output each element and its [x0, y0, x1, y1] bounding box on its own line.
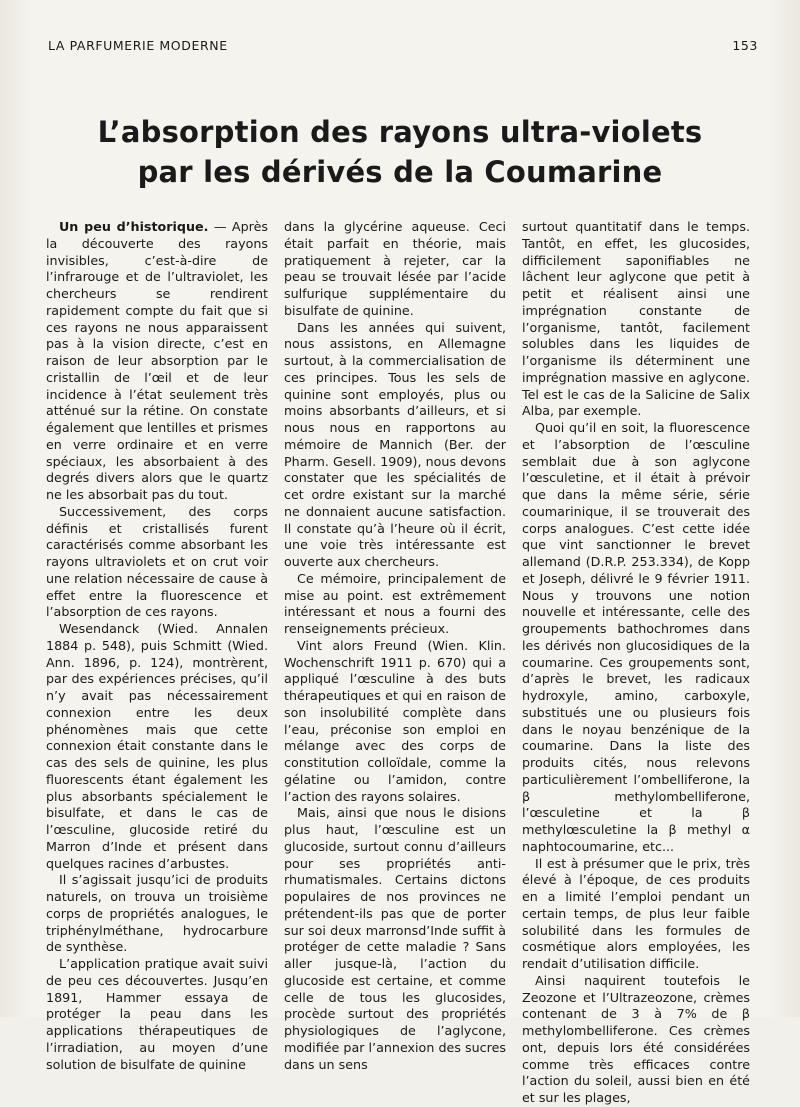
running-head [48, 38, 758, 53]
paragraph: Ce mémoire, principalement de mise au point. est extrêmement intéressant et nous a fourni des renseignements précieux. [284, 570, 506, 636]
paragraph: Wesendanck (Wied. Annalen 1884 p. 548), puis Schmitt (Wied. Ann. 1896, p. 124), montrèrent, par des expériences précises, qu’il n’y avait pas nécessairement connexion entre les deux phénomènes mais que cette connexion était constante dans le cas des sels de quinine, les plus fluorescents étant également les plus absorbants spécialement le bisulfate, et dans le cas de l’œsculine, glucoside retiré du Marron d’Inde et présent dans quelques racines d’arbustes. [46, 621, 268, 871]
paragraph-text: — Après la découverte des rayons invisibles, c’est-à-dire de l’infrarouge et de l’ultraviolet, les chercheurs se rendirent rapidement compte du fait que si ces rayons ne nous apparaissent pas à la vision directe, c’est en raison de leur absorption par le cristallin de l’œil et de leur incidence à l’état seulement très atténué sur la rétine. On constate également que lentilles et prismes en verre ordinaire et en verre spéciaux, les absorbaient à des degrés divers alors que le quartz ne les absorbait pas du tout. [46, 219, 268, 502]
paragraph: Successivement, des corps définis et cristallisés furent caractérisés comme absorbant les rayons ultraviolets et on crut voir une relation nécessaire de cause à effet entre la fluorescence et l’absorption de ces rayons. [46, 503, 268, 620]
paragraph: Mais, ainsi que nous le disions plus haut, l’œsculine est un glucoside, surtout connu d’ailleurs pour ses propriétés anti-rhumatismales. Certains dictons populaires de nos provinces ne prétendent-ils pas que de porter sur soi deux marronsd’Inde suffit à protéger de cette maladie ? Sans aller jusque-là, l’action du glucoside est certaine, et comme celle de tous les glucosides, procède surtout des propriétés physiologiques de l’aglycone, modifiée par l’annexion des sucres dans un sens [284, 805, 506, 1072]
paragraph: dans la glycérine aqueuse. Ceci était parfait en théorie, mais pratiquement à rejeter, car la peau se trouvait lésée par l’acide sulfurique supplémentaire du bisulfate de quinine. [284, 219, 506, 318]
paragraph: surtout quantitatif dans le temps. Tantôt, en effet, les glucosides, difficilement saponifiables ne lâchent leur aglycone que petit à petit et réalisent ainsi une imprégnation constante de l’organisme, tantôt, facilement solubles dans les liquides de l’organisme ils déterminent une imprégnation massive en aglycone. Tel est le cas de la Salicine de Salix Alba, par exemple. [522, 219, 750, 419]
journal-name: LA PARFUMERIE MODERNE [48, 38, 228, 53]
paragraph: L’application pratique avait suivi de peu ces découvertes. Jusqu’en 1891, Hammer essaya de protéger la peau dans les applications thérapeutiques de l’irradiation, au moyen d’une solution de bisulfate de quinine [46, 956, 268, 1072]
article-title-line-2: par les dérivés de la Coumarine [137, 155, 663, 189]
page-number: 153 [732, 38, 758, 53]
paragraph: Il s’agissait jusqu’ici de produits naturels, on trouva un troisième corps de propriétés analogues, le triphénylméthane, hydrocarbure de synthèse. [46, 872, 268, 955]
paragraph: Il est à présumer que le prix, très élevé à l’époque, de ces produits en a limité l’emploi pendant un certain temps, de plus leur faible solubilité dans les formules de cosmétique alors employées, les rendait d’utilisation difficile. [522, 855, 750, 971]
article-title [40, 112, 760, 192]
text-column-2 [284, 219, 506, 1073]
paragraph: Dans les années qui suivent, nous assistons, en Allemagne surtout, à la commercialisation de ces principes. Tous les sels de quinine sont employés, plus ou moins absorbants d’ailleurs, et si nous nous en rapportons au mémoire de Mannich (Ber. der Pharm. Gesell. 1909), nous devons constater que les spécialités de cet ordre existant sur la marché ne donnaient aucune satisfaction. Il constate qu’à l’heure où il écrit, une voie très intéressante est ouverte aux chercheurs. [284, 319, 506, 569]
paragraph: Vint alors Freund (Wien. Klin. Wochenschrift 1911 p. 670) qui a appliqué l’œsculine à des buts thérapeutiques et qui en raison de son insolubilité complète dans l’eau, préconise son emploi en mélange avec des corps de constitution colloïdale, comme la gélatine ou l’amidon, contre l’action des rayons solaires. [284, 637, 506, 804]
article-title-line-1: L’absorption des rayons ultra-violets [97, 115, 703, 149]
paragraph: Quoi qu’il en soit, la fluorescence et l’absorption de l’œsculine semblait due à son aglycone l’œsculetine, et il était à prévoir que dans la même série, série coumarinique, il se trouverait des corps analogues. C’est cette idée que vint sanctionner le brevet allemand (D.R.P. 253.334), de Kopp et Joseph, délivré le 9 février 1911. Nous y trouvons une notion nouvelle et intéressante, celle des groupements bathochromes dans les dérivés non glucosidiques de la coumarine. Ces groupements sont, d’après le brevet, les radicaux hydroxyle, amino, carboxyle, substitués une ou plusieurs fois dans le noyau benzénique de la coumarine. Dans la liste des produits cités, nous relevons particulièrement l’ombelliferone, la β methylombelliferone, l’œsculetine et la β methylœsculetine la β methyl α naphtocoumarine, etc... [522, 420, 750, 854]
text-column-3 [522, 219, 750, 1107]
text-column-1 [46, 219, 268, 1073]
paragraph: Ainsi naquirent toutefois le Zeozone et l’Ultrazeozone, crèmes contenant de 3 à 7% de β methylombelliferone. Ces crèmes ont, depuis lors été considérées comme très efficaces contre l’action du soleil, aussi bien en été et sur les plages, [522, 972, 750, 1105]
section-subheading: Un peu d’historique. [59, 219, 209, 234]
paragraph [46, 219, 268, 504]
